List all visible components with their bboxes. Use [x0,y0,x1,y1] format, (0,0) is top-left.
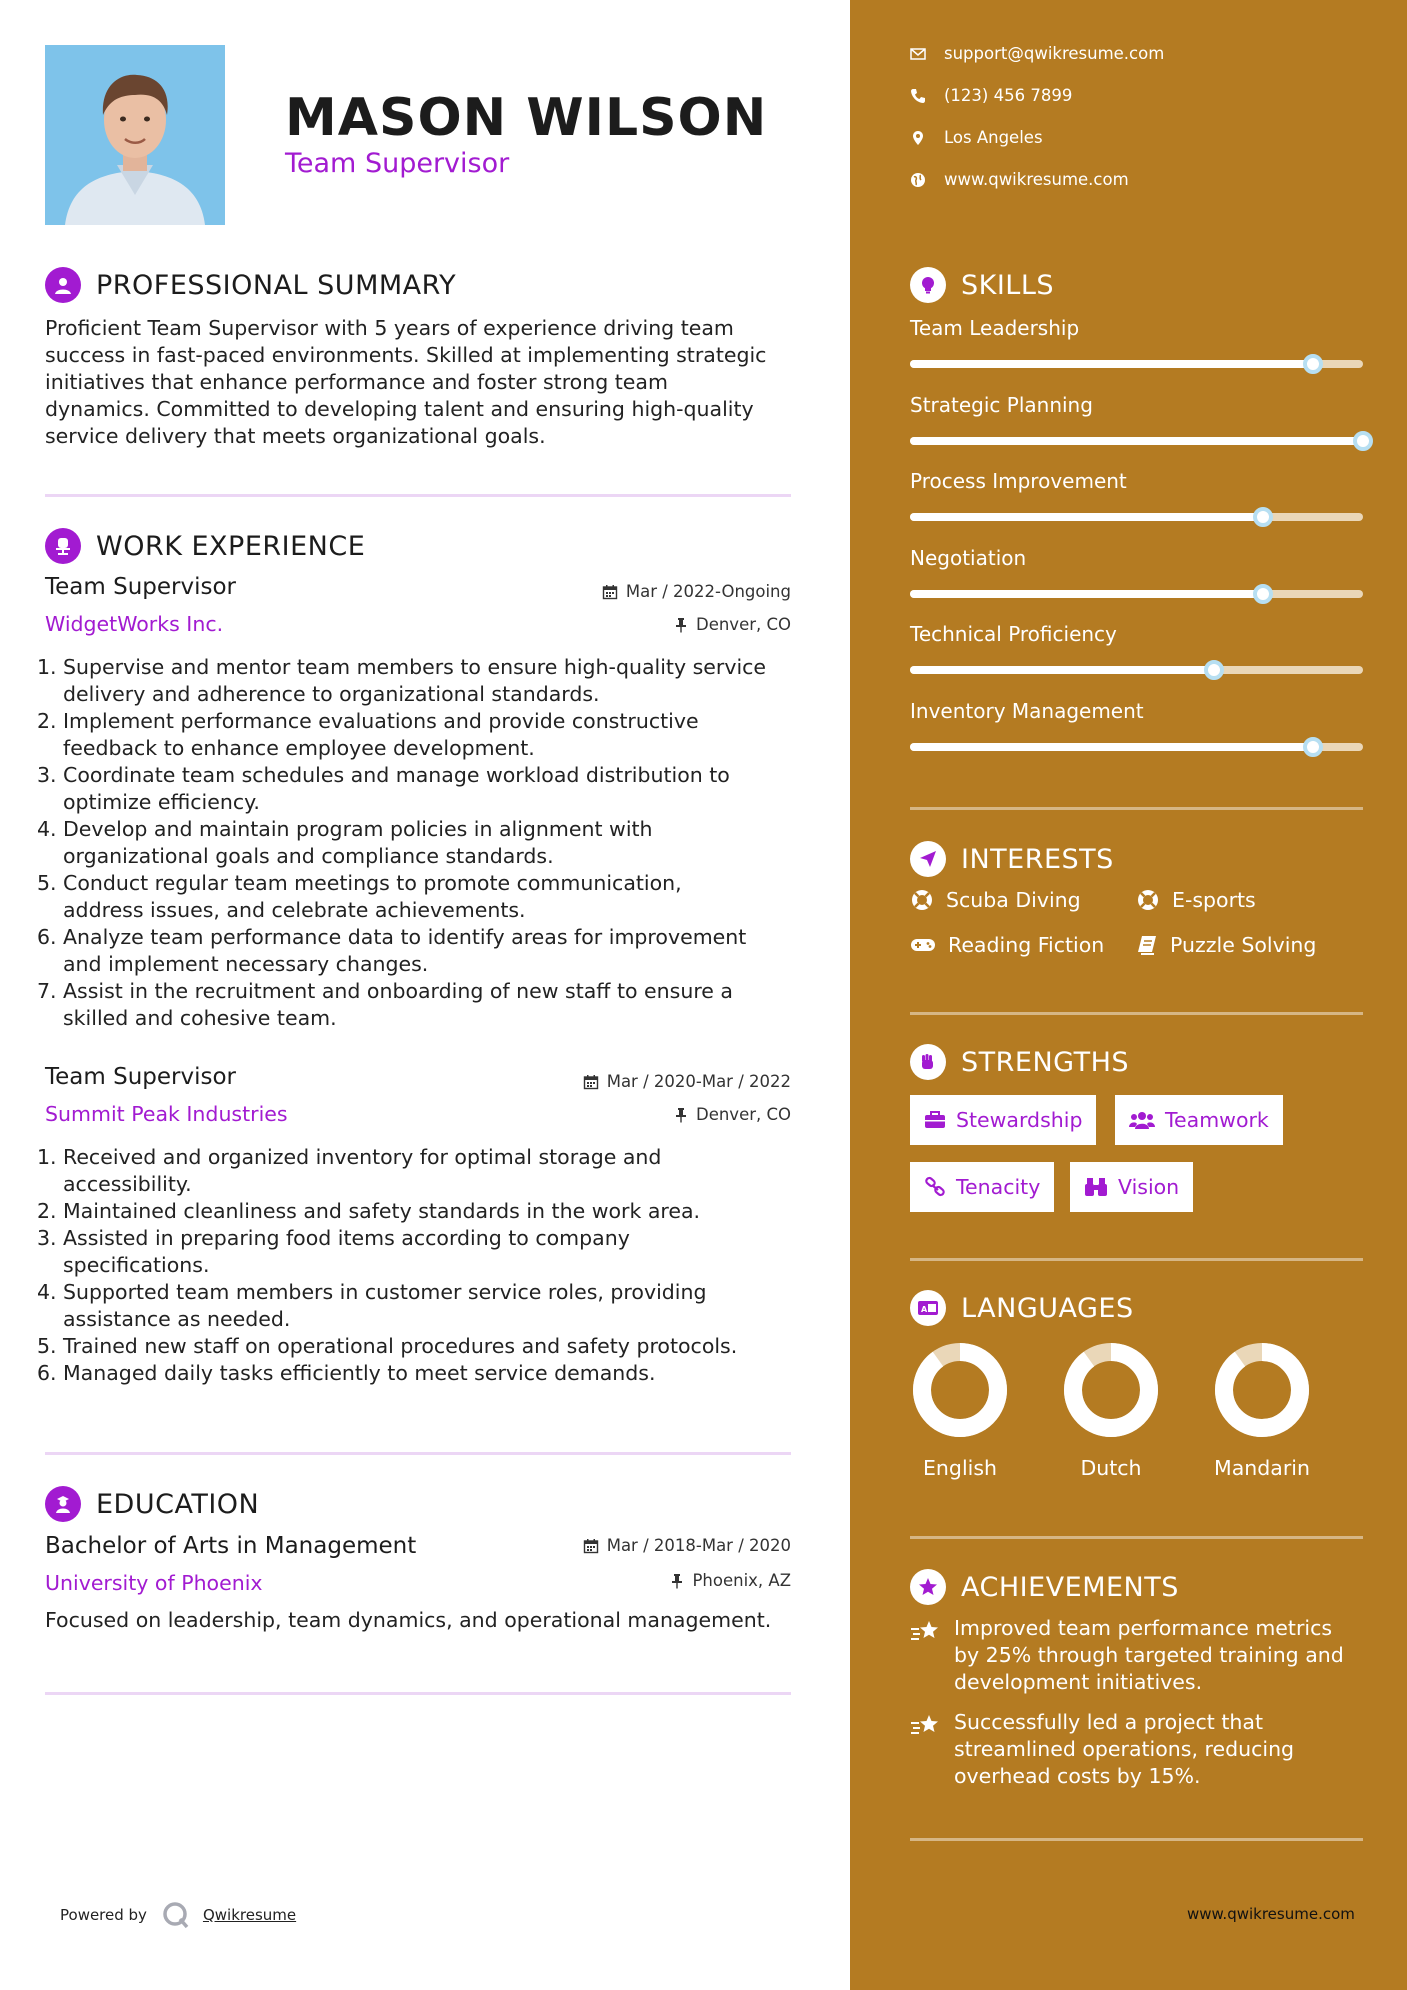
item-number: 4. [37,1280,57,1304]
company-name: WidgetWorks Inc. [45,612,224,636]
item-line: Received and organized inventory for optimal storage and [63,1145,662,1169]
education-location-text: Phoenix, AZ [692,1571,791,1590]
globe-icon [910,172,926,188]
contact-location-text: Los Angeles [944,128,1043,147]
interest-item [910,933,1104,957]
skill-level-knob [1303,354,1323,374]
list-item [37,1144,805,1198]
item-line: Assist in the recruitment and onboarding of new staff to ensure a [63,979,733,1003]
skill-bar [910,360,1363,368]
shooting-star-icon [910,1619,942,1645]
education-description: Focused on leadership, team dynamics, and operational management. [45,1608,772,1632]
footer-website[interactable]: www.qwikresume.com [1187,1905,1355,1923]
profile-photo [45,45,225,225]
education-dates-text: Mar / 2018-Mar / 2020 [606,1536,791,1555]
achievement-item [910,1709,1370,1790]
item-line: skilled and cohesive team. [63,1006,337,1030]
list-item [37,762,805,816]
envelope-icon [910,47,926,61]
item-number: 6. [37,925,57,949]
education-heading: EDUCATION [96,1488,260,1520]
skill-label: Strategic Planning [910,392,1093,417]
job-location-text: Denver, CO [695,615,791,634]
summary-line: service delivery that meets organizational goals. [45,424,546,448]
job-dates [0,582,791,601]
item-line: Develop and maintain program policies in alignment with [63,817,653,841]
language-item [1197,1342,1327,1480]
job-dates-text: Mar / 2022-Ongoing [625,582,791,601]
achievement-line: overhead costs by 15%. [954,1764,1201,1788]
item-line: optimize efficiency. [63,790,260,814]
skill-bar-fill [910,360,1313,368]
item-line: delivery and adherence to organizational standards. [63,682,600,706]
pin-icon [670,1573,684,1589]
language-label: Dutch [1080,1456,1142,1480]
list-item [37,924,805,978]
section-divider [910,807,1363,810]
skill-level-knob [1353,431,1373,451]
interest-label: Reading Fiction [948,933,1105,957]
job-location [0,615,791,634]
sidebar [850,0,1407,1990]
user-icon [45,267,81,303]
item-line: Supervise and mentor team members to ensure high-quality service [63,655,767,679]
lightbulb-icon [910,267,946,303]
language-level-donut [1063,1342,1159,1438]
skill-bar-fill [910,666,1214,674]
item-line: Managed daily tasks efficiently to meet service demands. [63,1361,656,1385]
powered-by-label: Powered by [60,1906,147,1924]
job-title: Team Supervisor [45,1064,236,1090]
summary-heading-row [45,267,456,303]
summary-line: dynamics. Committed to developing talent and ensuring high-quality [45,397,754,421]
section-divider [910,1838,1363,1841]
achievement-line: Successfully led a project that [954,1710,1263,1734]
degree-title: Bachelor of Arts in Management [45,1533,417,1559]
book-icon [1136,934,1158,956]
language-label: Mandarin [1214,1456,1310,1480]
summary-line: success in fast-paced environments. Skilled at implementing strategic [45,343,767,367]
skill-level-knob [1204,660,1224,680]
skill-bar-fill [910,513,1263,521]
job-location [0,1105,791,1124]
skill-label: Process Improvement [910,469,1127,493]
item-line: accessibility. [63,1172,192,1196]
skill-level-knob [1253,584,1273,604]
list-item [37,1360,805,1387]
skill-bar [910,513,1363,521]
users-icon [1129,1110,1155,1130]
strength-label: Vision [1118,1175,1180,1199]
experience-heading: WORK EXPERIENCE [96,530,366,562]
contact-website-text: www.qwikresume.com [944,170,1129,189]
pin-icon [674,1107,688,1123]
section-divider [910,1012,1363,1015]
calendar-icon [583,1074,599,1090]
list-item [37,708,805,762]
job-duties [37,1144,805,1387]
school-name: University of Phoenix [45,1571,263,1595]
item-line: Conduct regular team meetings to promote communication, [63,871,682,895]
skill-level-knob [1303,737,1323,757]
donut-fill [1073,1352,1149,1428]
language-item [1046,1342,1176,1480]
job-title: Team Supervisor [45,574,236,600]
section-divider [45,494,791,497]
briefcase-icon [924,1110,946,1130]
contact-website[interactable] [910,170,1129,189]
item-line: Supported team members in customer service roles, providing [63,1280,707,1304]
skill-label: Team Leadership [910,316,1080,340]
interest-label: Scuba Diving [946,888,1081,912]
skill-bar [910,437,1363,445]
summary-text [45,315,795,450]
skills-heading-row [910,267,1054,303]
item-number: 3. [37,1226,57,1250]
job-dates-text: Mar / 2020-Mar / 2022 [606,1072,791,1091]
item-line: address issues, and celebrate achievements. [63,898,526,922]
languages-heading: LANGUAGES [961,1292,1134,1324]
item-number: 1. [37,1145,57,1169]
fist-icon [910,1044,946,1080]
achievement-line: Improved team performance metrics [954,1616,1333,1640]
interest-label: E-sports [1172,888,1256,912]
list-item [37,1225,805,1279]
item-number: 1. [37,655,57,679]
contact-location [910,128,1043,147]
contact-email[interactable] [910,44,1164,63]
achievement-item [910,1615,1370,1696]
chair-icon [45,528,81,564]
skill-label: Technical Proficiency [910,622,1117,646]
item-line: Maintained cleanliness and safety standards in the work area. [63,1199,701,1223]
interest-item [1136,933,1316,957]
interest-item [1136,888,1256,912]
interest-item [910,888,1081,912]
item-line: assistance as needed. [63,1307,291,1331]
item-number: 3. [37,763,57,787]
skill-bar-fill [910,743,1313,751]
skill-level-knob [1253,507,1273,527]
donut-fill [1224,1352,1300,1428]
list-item [37,870,805,924]
education-dates [0,1536,791,1555]
languages-heading-row [910,1290,1134,1326]
candidate-title: Team Supervisor [285,148,510,179]
item-line: organizational goals and compliance standards. [63,844,554,868]
item-number: 2. [37,1199,57,1223]
link-icon [924,1176,946,1198]
interest-label: Puzzle Solving [1170,933,1317,957]
skill-label: Inventory Management [910,698,1144,723]
achievement-line: streamlined operations, reducing [954,1737,1295,1761]
strength-tag [1070,1162,1193,1212]
list-item [37,978,805,1032]
skill-bar-fill [910,437,1363,445]
job-location-text: Denver, CO [695,1105,791,1124]
section-divider [45,1692,791,1695]
strength-tag [910,1095,1096,1145]
item-number: 6. [37,1361,57,1385]
section-divider [910,1258,1363,1261]
strength-tag [910,1162,1054,1212]
life-ring-icon [910,888,934,912]
education-heading-row [45,1486,259,1522]
calendar-icon [602,584,618,600]
item-number: 7. [37,979,57,1003]
list-item [37,816,805,870]
skill-label: Negotiation [910,545,1027,570]
job-duties [37,654,805,1032]
section-divider [45,1452,791,1455]
item-line: Trained new staff on operational procedures and safety protocols. [63,1334,738,1358]
graduate-icon [45,1486,81,1522]
gamepad-icon [910,935,936,955]
language-level-donut [912,1342,1008,1438]
skills-heading: SKILLS [961,269,1055,301]
section-divider [910,1536,1363,1539]
strengths-heading-row [910,1044,1129,1080]
item-line: Analyze team performance data to identify areas for improvement [63,925,747,949]
contact-phone-text: (123) 456 7899 [944,86,1073,105]
experience-heading-row [45,528,365,564]
phone-icon [910,88,926,104]
translate-icon [910,1290,946,1326]
item-line: and implement necessary changes. [63,952,429,976]
star-badge-icon [910,1569,946,1605]
item-line: specifications. [63,1253,210,1277]
item-number: 4. [37,817,57,841]
item-line: Coordinate team schedules and manage workload distribution to [63,763,730,787]
skill-bar [910,666,1363,674]
interests-heading-row [910,841,1114,877]
calendar-icon [583,1538,599,1554]
svg-text:A: A [921,1305,928,1314]
strength-label: Tenacity [956,1175,1041,1199]
language-level-donut [1214,1342,1310,1438]
achievements-heading-row [910,1569,1179,1605]
strength-tag [1115,1095,1283,1145]
contact-phone[interactable] [910,86,1072,105]
qwikresume-link[interactable]: Qwikresume [202,1906,297,1924]
binoculars-icon [1084,1176,1108,1198]
item-line: Assisted in preparing food items according to company [63,1226,630,1250]
list-item [37,1333,805,1360]
item-number: 5. [37,871,57,895]
life-ring-icon [1136,888,1160,912]
list-item [37,1198,805,1225]
powered-by [60,1900,296,1930]
job-dates [0,1072,791,1091]
interests-heading: INTERESTS [961,843,1114,875]
shooting-star-icon [910,1713,942,1739]
item-line: feedback to enhance employee development. [63,736,535,760]
summary-line: Proficient Team Supervisor with 5 years of experience driving team [45,316,734,340]
company-name: Summit Peak Industries [45,1102,288,1126]
language-label: English [922,1456,998,1480]
achievement-line: by 25% through targeted training and [954,1643,1344,1667]
language-item [895,1342,1025,1480]
summary-line: initiatives that enhance performance and foster strong team [45,370,668,394]
list-item [37,654,805,708]
list-item [37,1279,805,1333]
location-pin-icon [910,130,926,146]
strength-label: Teamwork [1165,1108,1269,1132]
qwikresume-logo-icon [161,1900,191,1930]
achievements-heading: ACHIEVEMENTS [961,1571,1179,1603]
item-number: 5. [37,1334,57,1358]
strength-label: Stewardship [956,1108,1083,1132]
summary-heading: PROFESSIONAL SUMMARY [96,269,457,301]
item-number: 2. [37,709,57,733]
skill-bar-fill [910,590,1263,598]
achievement-line: development initiatives. [954,1670,1203,1694]
skill-bar [910,743,1363,751]
pin-icon [674,617,688,633]
paper-plane-icon [910,841,946,877]
item-line: Implement performance evaluations and provide constructive [63,709,699,733]
strengths-heading: STRENGTHS [961,1046,1130,1078]
education-location [0,1571,791,1590]
contact-email-text: support@qwikresume.com [944,44,1165,63]
candidate-name: MASON WILSON [285,88,768,148]
skill-bar [910,590,1363,598]
donut-fill [922,1352,998,1428]
